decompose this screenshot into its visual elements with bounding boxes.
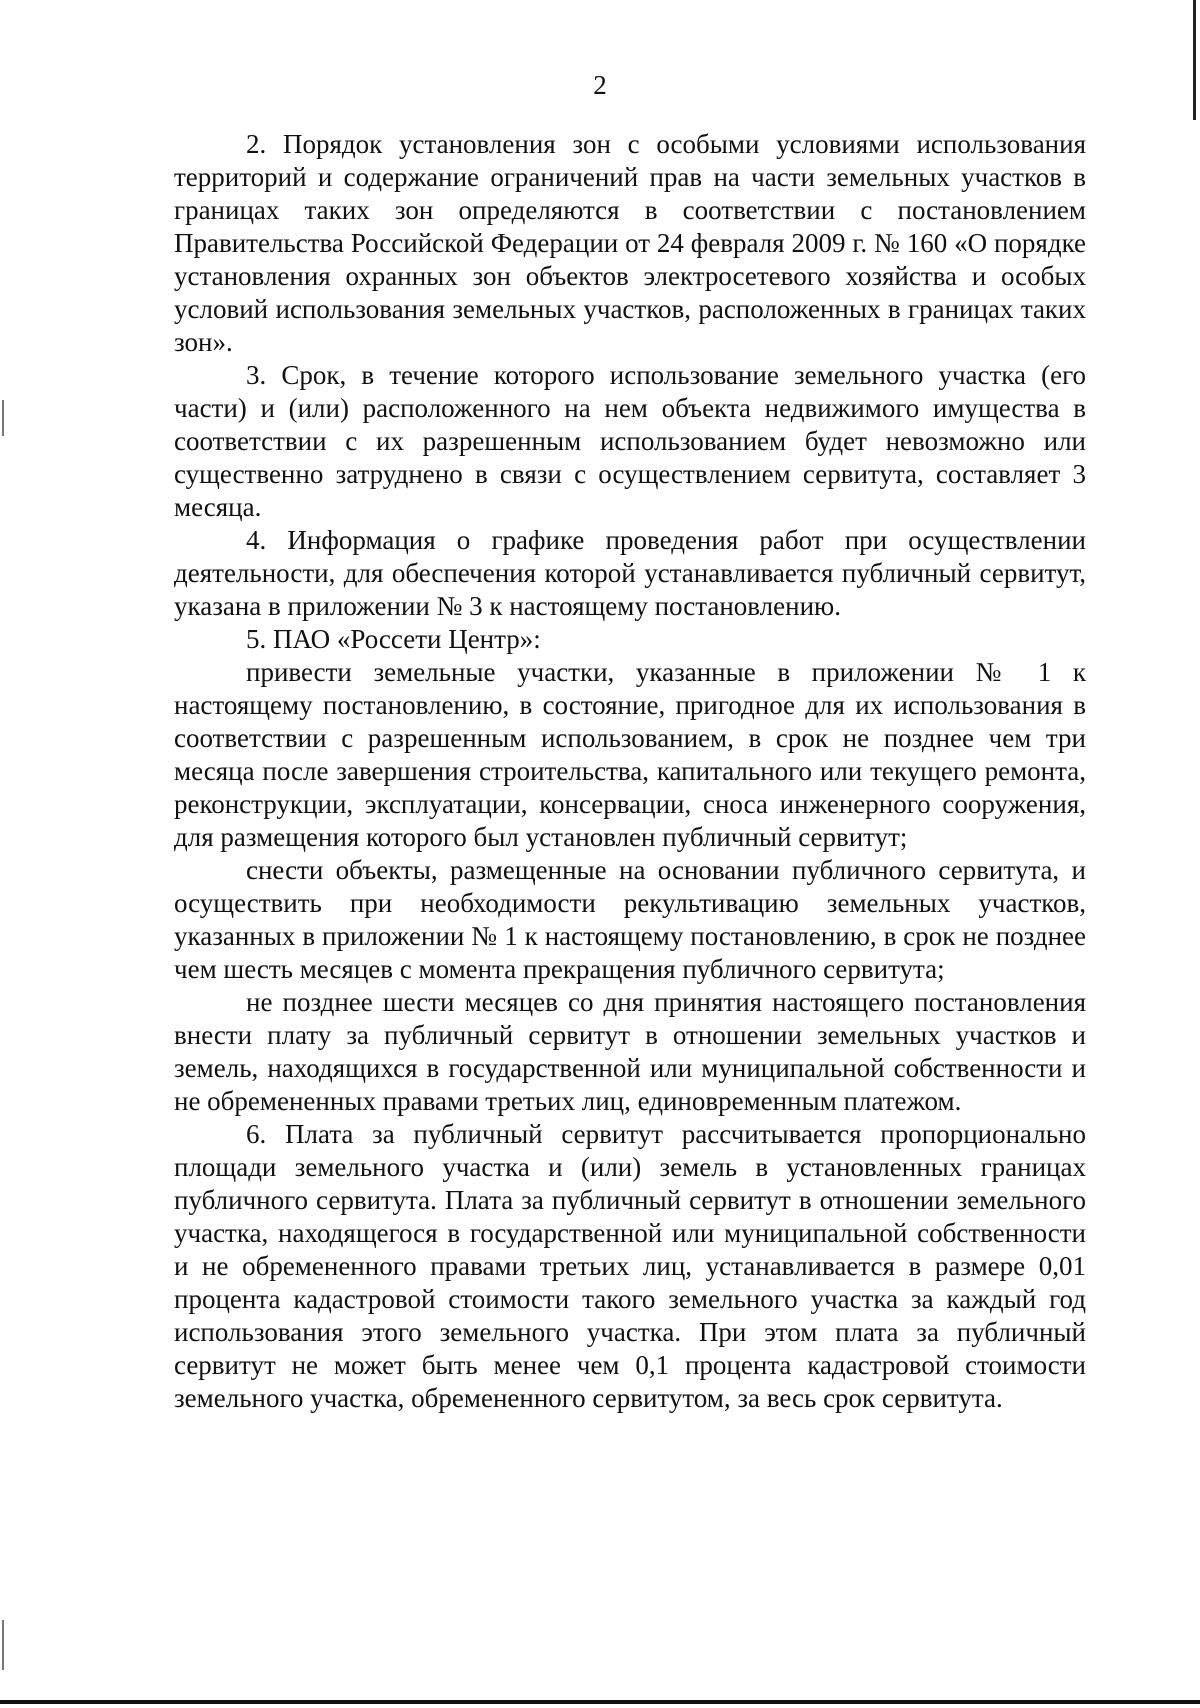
paragraph-5-heading: 5. ПАО «Россети Центр»: <box>246 624 541 654</box>
paragraph-6: 6. Плата за публичный сервитут рассчитывается пропорционально площади земельного участка и (или) земель в установленных границах публичного сервитута. Плата за публичный сервитут в отношении земельного участка, находящегося в государственной или муниципальной собственности и не обремененного правами третьих лиц, устанавливается в размере 0,01 процента кадастровой стоимости такого земельного участка за каждый год использования этого земельного участка. При этом плата за публичный сервитут не может быть менее чем 0,1 процента кадастровой стоимости земельного участка, обремененного сервитутом, за весь срок сервитута. <box>174 1119 1086 1413</box>
scan-mark-left <box>2 1620 4 1670</box>
paragraph-4: 4. Информация о графике проведения работ при осуществлении деятельности, для обеспечения которой устанавливается публичный сервитут, указана в приложении № 3 к настоящему постановлению. <box>174 525 1086 621</box>
paragraph-5-item-2: снести объекты, размещенные на основании публичного сервитута, и осуществить при необходимости рекультивацию земельных участков, указанных в приложении № 1 к настоящему постановлению, в срок не позднее чем шесть месяцев с момента прекращения публичного сервитута; <box>174 855 1086 984</box>
paragraph-5-item-1: привести земельные участки, указанные в приложении № 1 к настоящему постановлению, в состояние, пригодное для их использования в соответствии с разрешенным использованием, в срок не позднее чем три месяца после завершения строительства, капитального или текущего ремонта, реконструкции, эксплуатации, консервации, сноса инженерного сооружения, для размещения которого был установлен публичный сервитут; <box>174 657 1086 852</box>
page-number: 2 <box>593 70 607 100</box>
document-body <box>174 128 1086 1415</box>
paragraph-5-item-3: не позднее шести месяцев со дня принятия настоящего постановления внести плату за публичный сервитут в отношении земельных участков и земель, находящихся в государственной или муниципальной собственности и не обремененных правами третьих лиц, единовременным платежом. <box>174 987 1086 1116</box>
paragraph-3: 3. Срок, в течение которого использование земельного участка (его части) и (или) расположенного на нем объекта недвижимого имущества в соответствии с их разрешенным использованием будет невозможно или существенно затруднено в связи с осуществлением сервитута, составляет 3 месяца. <box>174 360 1086 522</box>
scan-edge-bottom <box>0 1700 1200 1704</box>
paragraph-2: 2. Порядок установления зон с особыми условиями использования территорий и содержание ограничений прав на части земельных участков в границах таких зон определяются в соответствии с постановлением Правительства Российской Федерации от 24 февраля 2009 г. № 160 «О порядке установления охранных зон объектов электросетевого хозяйства и особых условий использования земельных участков, расположенных в границах таких зон». <box>174 129 1086 357</box>
scan-mark-left <box>2 400 4 436</box>
scan-edge-right <box>1193 0 1196 120</box>
